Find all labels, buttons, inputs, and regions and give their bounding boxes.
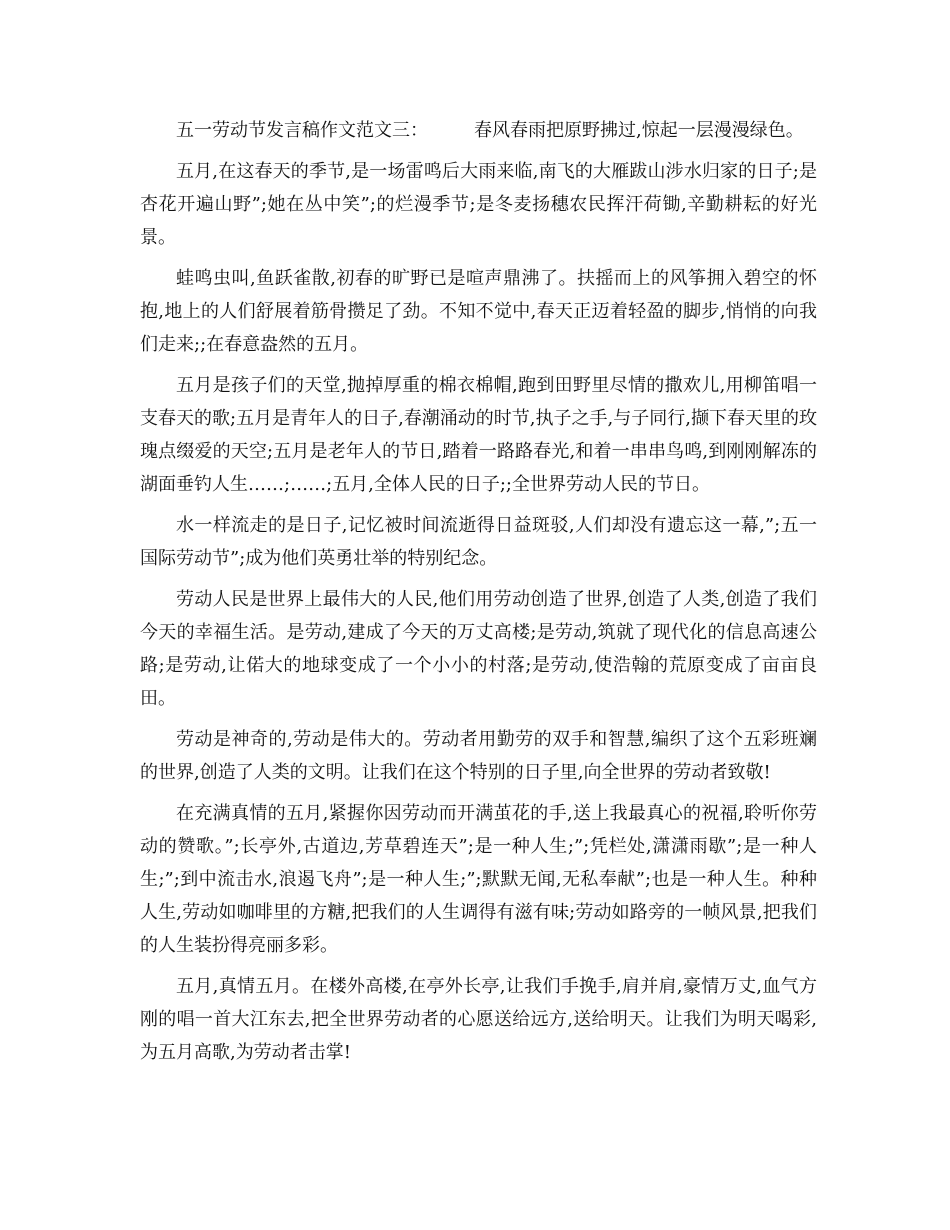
opening-sentence: 春风春雨把原野拂过,惊起一层漫漫绿色。 bbox=[474, 120, 804, 141]
body-paragraph-5: 劳动人民是世界上最伟大的人民,他们用劳动创造了世界,创造了人类,创造了我们今天的幸福生活。是劳动,建成了今天的万丈高楼;是劳动,筑就了现代化的信息高速公路;是劳动,让偌大的地球变成了一个小小的村落;是劳动,使浩翰的荒原变成了亩亩良田。 bbox=[140, 589, 817, 709]
document-page bbox=[140, 114, 817, 1069]
body-paragraph-4: 水一样流走的是日子,记忆被时间流逝得日益斑驳,人们却没有遗忘这一幕,”;五一国际劳动节”;成为他们英勇壮举的特别纪念。 bbox=[140, 515, 817, 569]
body-paragraph-6: 劳动是神奇的,劳动是伟大的。劳动者用勤劳的双手和智慧,编织了这个五彩班斓的世界,创造了人类的文明。让我们在这个特别的日子里,向全世界的劳动者致敬! bbox=[140, 729, 817, 783]
body-paragraph-2: 蛙鸣虫叫,鱼跃雀散,初春的旷野已是喧声鼎沸了。扶摇而上的风筝拥入碧空的怀抱,地上的人们舒展着筋骨攒足了劲。不知不觉中,春天正迈着轻盈的脚步,悄悄的向我们走来;;在春意盎然的五月。 bbox=[140, 268, 817, 355]
body-paragraph-8: 五月,真情五月。在楼外高楼,在亭外长亭,让我们手挽手,肩并肩,豪情万丈,血气方刚的唱一首大江东去,把全世界劳动者的心愿送给远方,送给明天。让我们为明天喝彩,为五月高歌,为劳动者击掌! bbox=[140, 976, 817, 1063]
document-title: 五一劳动节发言稿作文范文三： bbox=[176, 120, 428, 141]
body-paragraph-3: 五月是孩子们的天堂,抛掉厚重的棉衣棉帽,跑到田野里尽情的撒欢儿,用柳笛唱一支春天的歌;五月是青年人的日子,春潮涌动的时节,执子之手,与子同行,撷下春天里的玫瑰点缀爱的天空;五月是老年人的节日,踏着一路路春光,和着一串串鸟鸣,到刚刚解冻的湖面垂钓人生……;……;五月,全体人民的日子;;全世界劳动人民的节日。 bbox=[140, 375, 817, 495]
intro-paragraph bbox=[140, 114, 817, 147]
body-paragraph-1: 五月,在这春天的季节,是一场雷鸣后大雨来临,南飞的大雁跋山涉水归家的日子;是杏花开遍山野”;她在丛中笑”;的烂漫季节;是冬麦扬穗农民挥汗荷锄,辛勤耕耘的好光景。 bbox=[140, 161, 817, 248]
body-paragraph-7: 在充满真情的五月,紧握你因劳动而开满茧花的手,送上我最真心的祝福,聆听你劳动的赞歌。”;长亭外,古道边,芳草碧连天”;是一种人生;”;凭栏处,潇潇雨歇”;是一种人生;”;到中流击水,浪遏飞舟”;是一种人生;”;默默无闻,无私奉献”;也是一种人生。种种人生,劳动如咖啡里的方糖,把我们的人生调得有滋有味;劳动如路旁的一帧风景,把我们的人生装扮得亮丽多彩。 bbox=[140, 803, 817, 956]
